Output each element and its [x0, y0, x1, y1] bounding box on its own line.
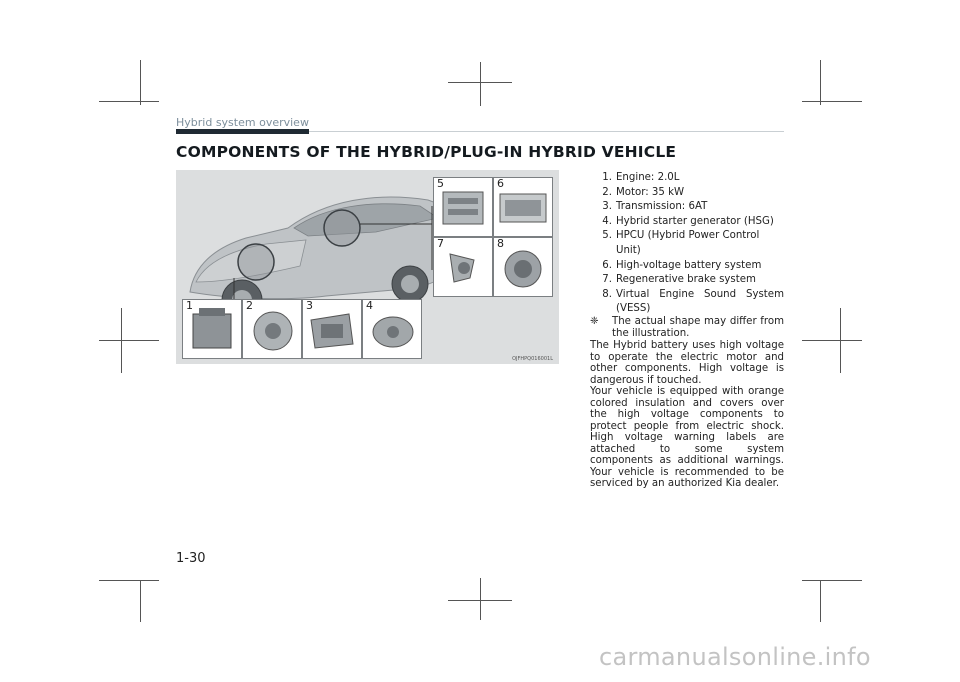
callout-number: 3: [306, 299, 313, 312]
illustration-code: OJFHPQ016001L: [512, 356, 553, 362]
illustration-note: [590, 316, 784, 339]
note-text: The actual shape may differ from the illustration.: [612, 316, 784, 339]
crop-mark: [802, 101, 862, 102]
crop-mark: [99, 580, 159, 581]
callout-number: 4: [366, 299, 373, 312]
note-symbol: ❈: [590, 316, 599, 327]
callout-number: 7: [437, 237, 444, 250]
crop-mark: [99, 101, 159, 102]
component-thumbnail: [242, 299, 302, 359]
watermark: carmanualsonline.info: [599, 643, 871, 671]
component-thumbnail: [362, 299, 422, 359]
header-bar: [176, 129, 309, 134]
header-rule: [309, 131, 784, 132]
component-thumbnail: [182, 299, 242, 359]
callout-number: 8: [497, 237, 504, 250]
component-list: [598, 171, 784, 317]
callout-number: 5: [437, 177, 444, 190]
crop-mark: [802, 580, 862, 581]
crop-mark: [448, 82, 512, 83]
list-item: 8. Virtual Engine Sound System: [602, 288, 784, 300]
component-thumbnail: [433, 237, 493, 297]
crop-mark: [820, 580, 821, 622]
page-number: 1-30: [176, 551, 206, 566]
crop-mark: [448, 600, 512, 601]
list-item: 7. Regenerative brake system: [602, 274, 756, 286]
crop-mark: [480, 578, 481, 620]
paragraph: Your vehicle is equipped with orange colored insulation and covers over the high voltage components to protect people from electric shock. High voltage warning labels are attached to some system components as additional warnings. Your vehicle is recommended to be serviced by an authorized Kia dealer.: [590, 386, 784, 489]
crop-mark: [140, 580, 141, 622]
list-item: 5. HPCU (Hybrid Power Control Unit): [602, 230, 760, 256]
crop-mark: [99, 340, 159, 341]
crop-mark: [480, 62, 481, 106]
list-item: 6. High-voltage battery system: [602, 259, 762, 271]
component-thumbnail: [302, 299, 362, 359]
component-thumbnail: [433, 177, 493, 237]
list-item: 3. Transmission: 6AT: [602, 201, 708, 213]
callout-number: 2: [246, 299, 253, 312]
callout-number: 6: [497, 177, 504, 190]
list-item: 1. Engine: 2.0L: [602, 172, 680, 183]
crop-mark: [802, 340, 862, 341]
body-text: [590, 340, 784, 490]
callout-number: 1: [186, 299, 193, 312]
list-item: (VESS): [616, 303, 651, 315]
components-illustration: [176, 170, 559, 364]
crop-mark: [140, 60, 141, 105]
component-thumbnail: [493, 177, 553, 237]
crop-mark: [820, 60, 821, 105]
page-title: COMPONENTS OF THE HYBRID/PLUG-IN HYBRID VEHICLE: [176, 143, 677, 161]
list-item: 2. Motor: 35 kW: [602, 186, 685, 198]
component-thumbnail: [493, 237, 553, 297]
list-item: 4. Hybrid starter generator (HSG): [602, 215, 774, 227]
paragraph: The Hybrid battery uses high voltage to operate the electric motor and other components. High voltage is dangerous if touched.: [590, 340, 784, 386]
section-header: Hybrid system overview: [176, 116, 309, 129]
